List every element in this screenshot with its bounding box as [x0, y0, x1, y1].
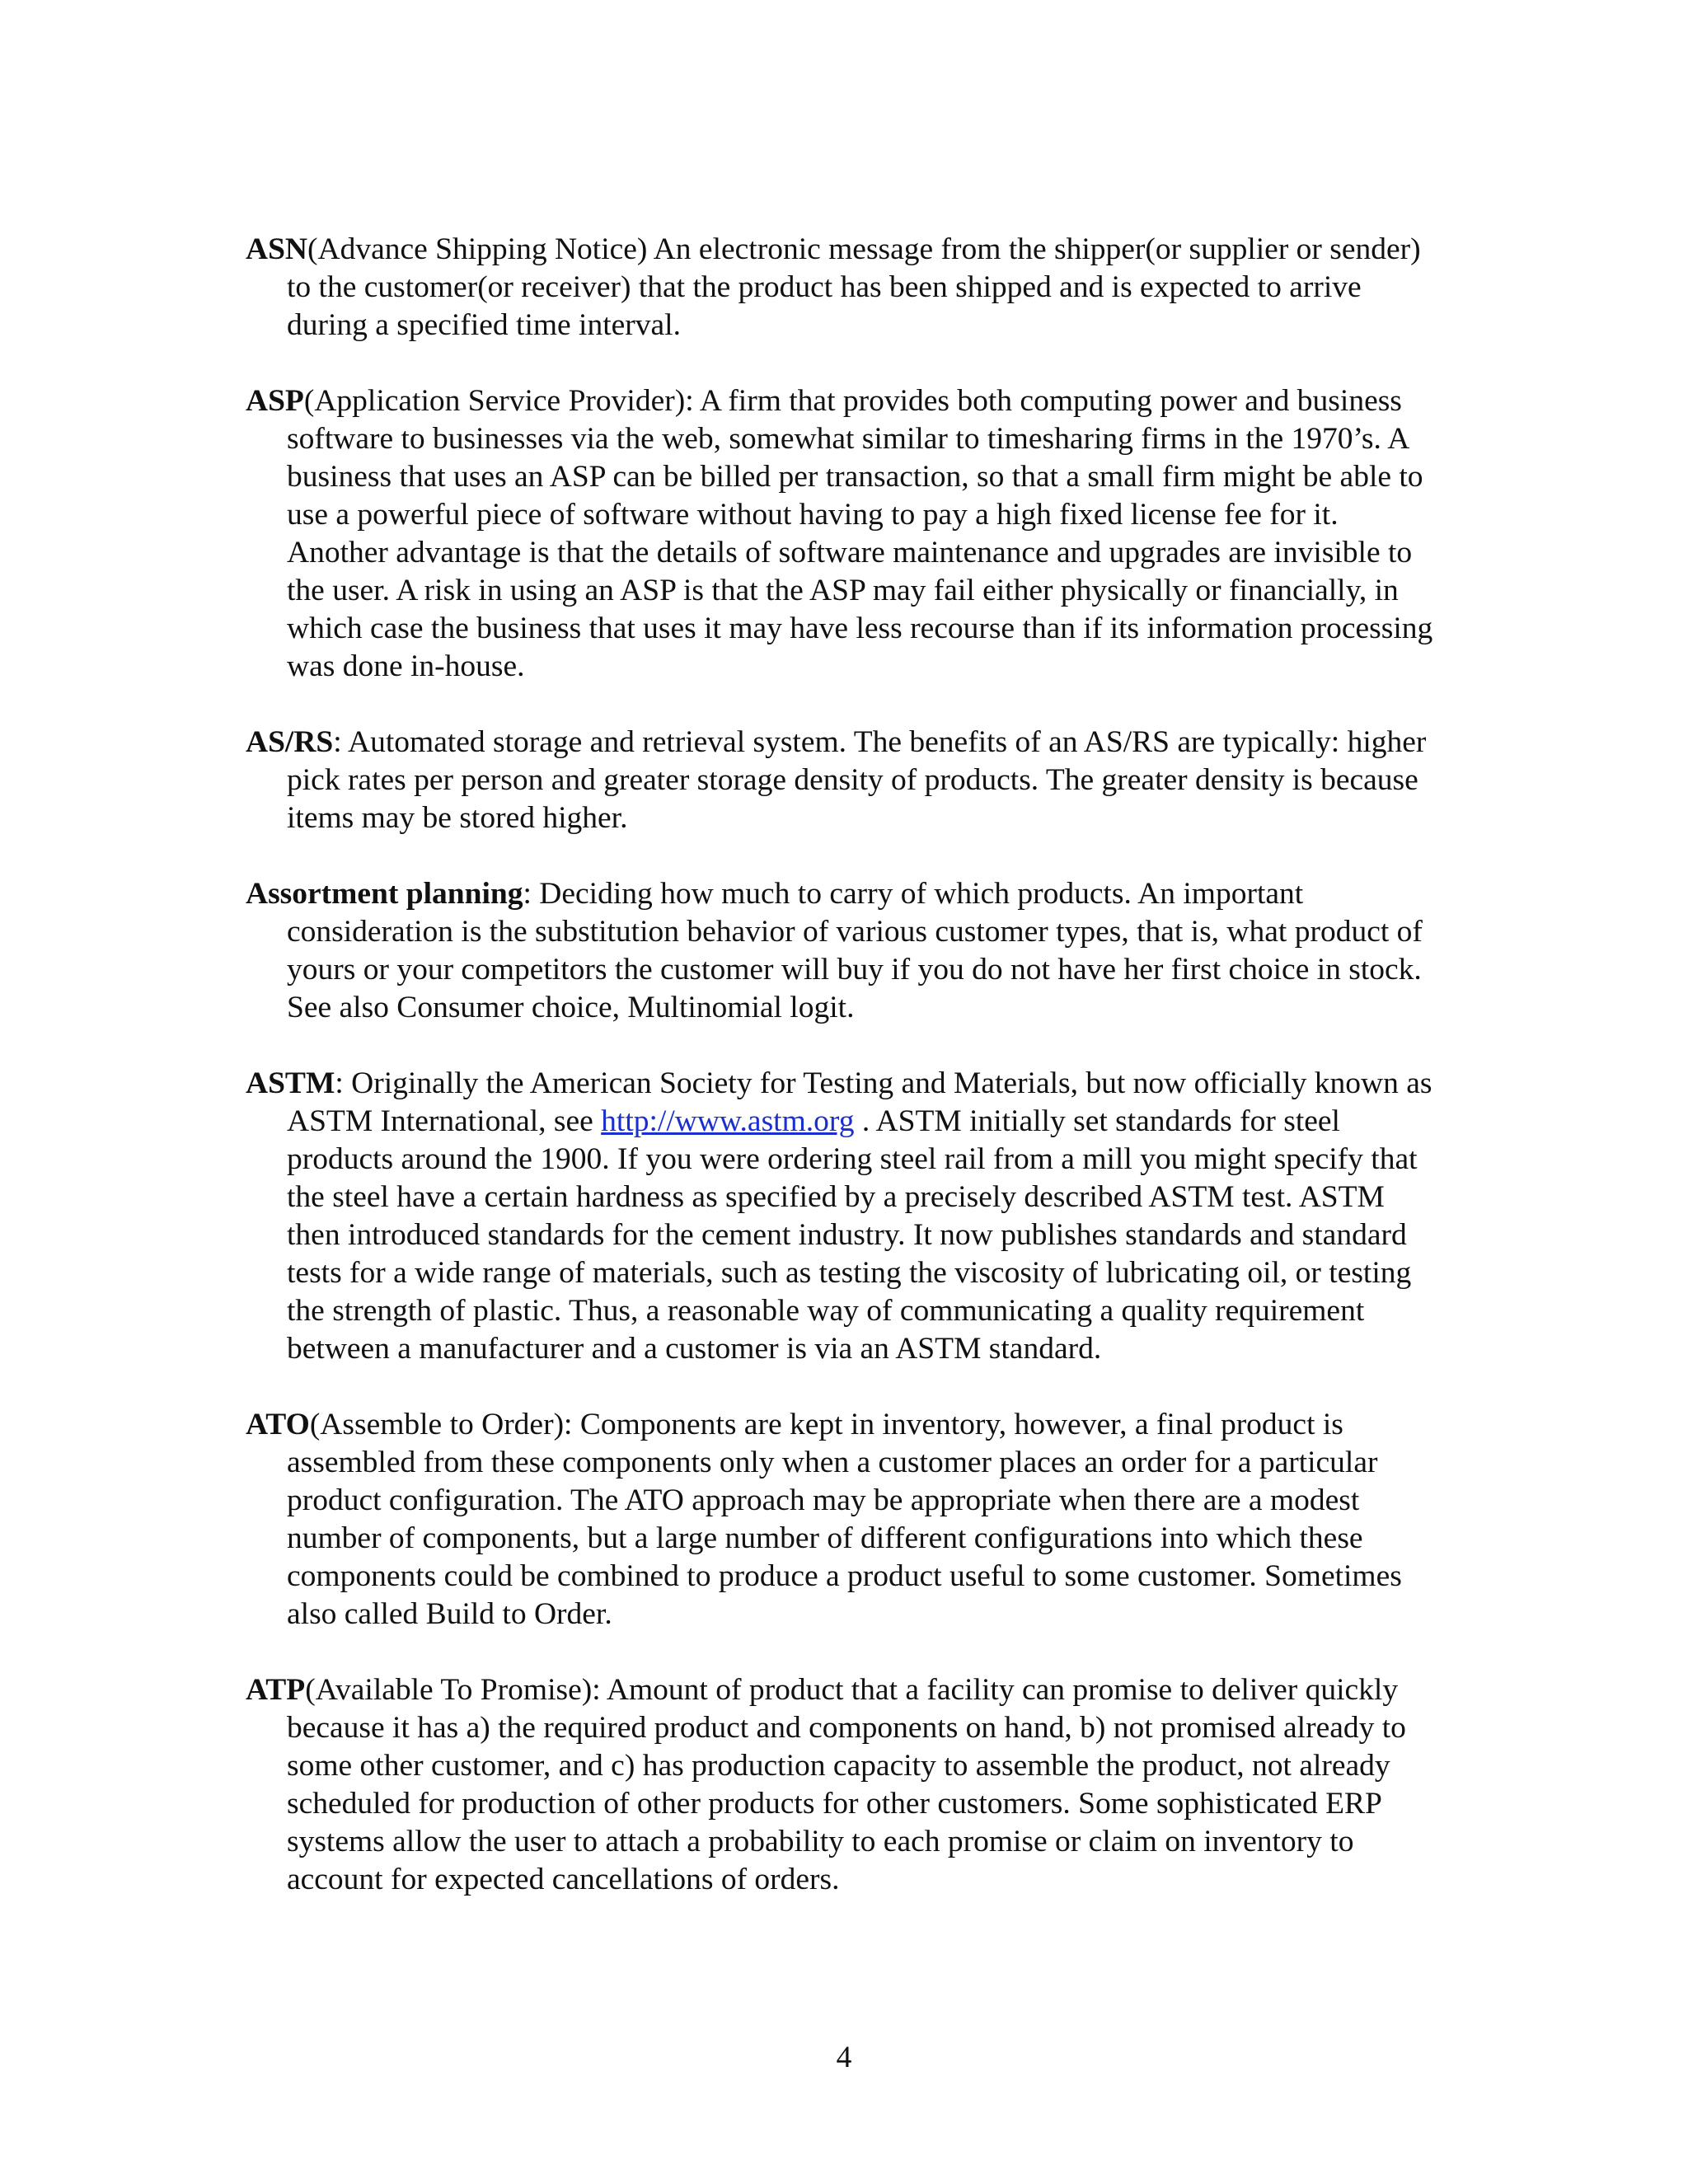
entry-definition-end: . ASTM initially set standards for steel products around the 1900. If you were ordering steel rail from a mill you might specify that the steel have a certain hardness as specified by a precisely described ASTM test. ASTM then introduced standards for the cement industry. It now publishes standards and standard tests for a wide range of materials, such as testing the viscosity of lubricating oil, or testing the strength of plastic. Thus, a reasonable way of communicating a quality requirement between a manufacturer and a customer is via an ASTM standard. — [287, 1104, 1418, 1366]
glossary-entries — [246, 231, 1441, 1937]
glossary-entry-assortment-planning — [246, 875, 1441, 1027]
entry-term: ASN — [246, 232, 308, 266]
glossary-entry-asn — [246, 231, 1441, 344]
entry-definition: : Automated storage and retrieval system. The benefits of an AS/RS are typically: higher pick rates per person and greater storage density of products. The greater density is because items may be stored higher. — [287, 725, 1427, 835]
glossary-entry-ato — [246, 1406, 1441, 1633]
glossary-entry-asrs — [246, 724, 1441, 837]
entry-definition-start: : Originally the American Society for Testing and Materials, but now officially known as ASTM International, see — [287, 1066, 1432, 1138]
entry-definition: : Deciding how much to carry of which products. An important consideration is the substitution behavior of various customer types, that is, what product of yours or your competitors the customer will buy if you do not have her first choice in stock. See also Consumer choice, Multinomial logit. — [287, 877, 1423, 1024]
astm-website-link[interactable]: http://www.astm.org — [601, 1104, 855, 1138]
entry-term: AS/RS — [246, 725, 334, 759]
entry-term: ASTM — [246, 1066, 335, 1100]
glossary-entry-atp — [246, 1671, 1441, 1899]
entry-term: ATO — [246, 1408, 310, 1441]
page-number: 4 — [836, 2041, 852, 2074]
entry-term: Assortment planning — [246, 877, 523, 911]
glossary-entry-asp — [246, 382, 1441, 686]
entry-term: ATP — [246, 1673, 306, 1707]
entry-definition: (Advance Shipping Notice) An electronic message from the shipper(or supplier or sender) to the customer(or receiver) that the product has been shipped and is expected to arrive during a specified time interval. — [287, 232, 1421, 342]
entry-definition: (Application Service Provider): A firm that provides both computing power and business software to businesses via the web, somewhat similar to timesharing firms in the 1970’s. A business that uses an ASP can be billed per transaction, so that a small firm might be able to use a powerful piece of software without having to pay a high fixed license fee for it. Another advantage is that the details of software maintenance and upgrades are invisible to the user. A risk in using an ASP is that the ASP may fail either physically or financially, in which case the business that uses it may have less recourse than if its information processing was done in-house. — [287, 384, 1433, 683]
entry-term: ASP — [246, 384, 304, 418]
entry-definition: (Assemble to Order): Components are kept in inventory, however, a final product is assembled from these components only when a customer places an order for a particular product configuration. The ATO approach may be appropriate when there are a modest number of components, but a large number of different configurations into which these components could be combined to produce a product useful to some customer. Sometimes also called Build to Order. — [287, 1408, 1402, 1631]
glossary-entry-astm — [246, 1065, 1441, 1368]
entry-definition: (Available To Promise): Amount of product that a facility can promise to deliver quickly because it has a) the required product and components on hand, b) not promised already to some other customer, and c) has production capacity to assemble the product, not already scheduled for production of other products for other customers. Some sophisticated ERP systems allow the user to attach a probability to each promise or claim on inventory to account for expected cancellations of orders. — [287, 1673, 1406, 1896]
